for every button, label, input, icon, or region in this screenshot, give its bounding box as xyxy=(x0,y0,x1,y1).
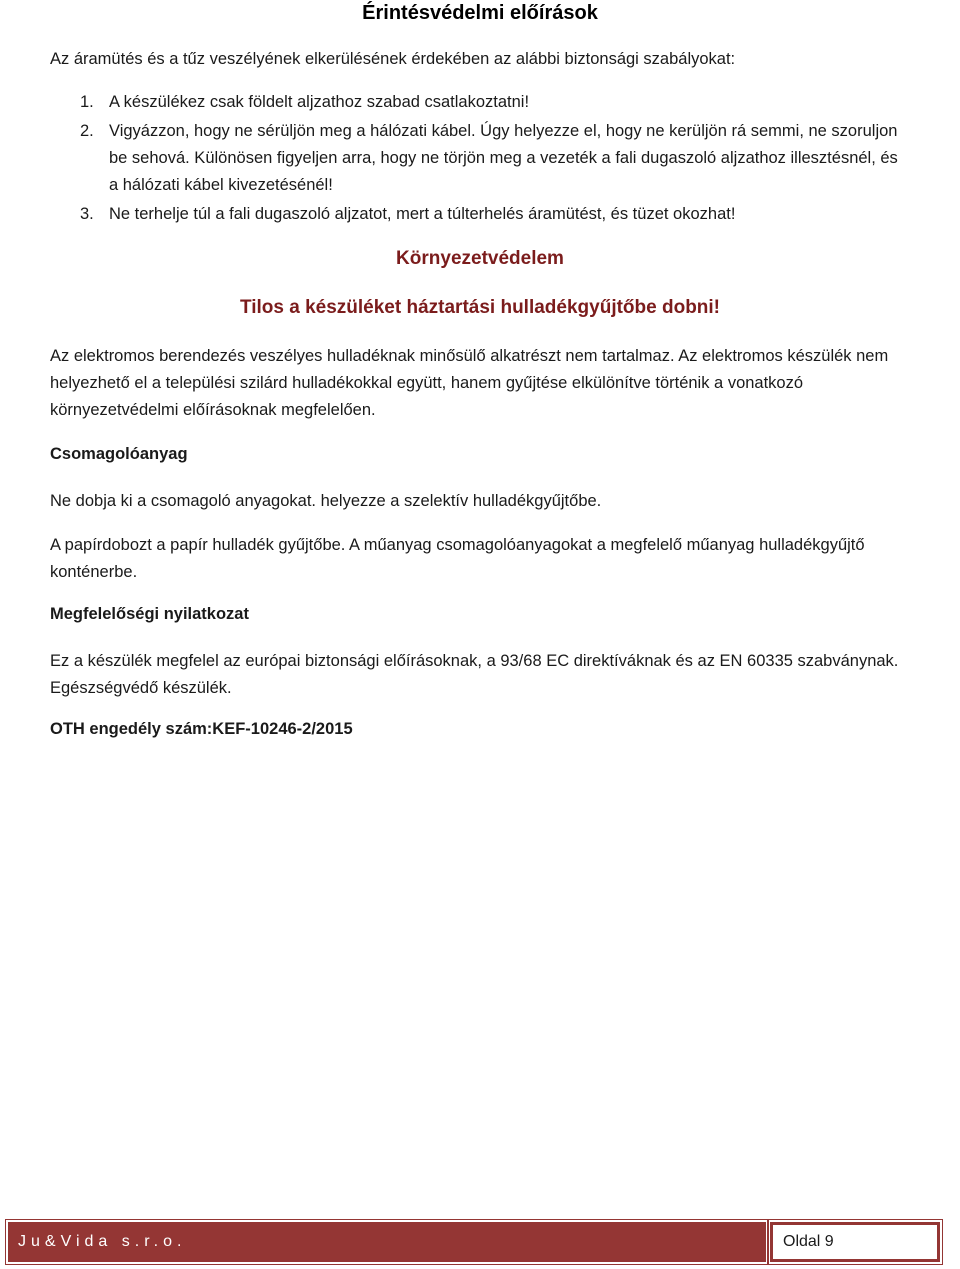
list-number: 3. xyxy=(80,205,94,223)
environment-heading: Környezetvédelem xyxy=(396,248,564,269)
footer-page-number: Oldal 9 xyxy=(770,1222,940,1262)
page-title: Érintésvédelmi előírások xyxy=(362,2,598,24)
packaging-heading: Csomagolóanyag xyxy=(50,445,188,463)
intro-text: Az áramütés és a tűz veszélyének elkerülésének érdekében az alábbi biztonsági szabályokat: xyxy=(50,50,736,68)
conformity-text: Ez a készülék megfelel az európai biztonsági előírásoknak, a 93/68 EC direktíváknak és az EN 60335 szabványnak. Egészségvédő készülék. xyxy=(50,652,899,697)
packaging-text-2: A papírdobozt a papír hulladék gyűjtőbe. A műanyag csomagolóanyagokat a megfelelő műanyag hulladékgyűjtő konténerbe. xyxy=(50,536,865,581)
footer-company: Ju&Vida s.r.o. xyxy=(8,1222,766,1262)
list-item-text: Ne terhelje túl a fali dugaszoló aljzatot, mert a túlterhelés áramütést, és tüzet okozhat! xyxy=(109,205,736,223)
disposal-warning: Tilos a készüléket háztartási hulladékgyűjtőbe dobni! xyxy=(239,297,721,318)
list-item xyxy=(80,201,900,228)
environment-text: Az elektromos berendezés veszélyes hulladéknak minősülő alkatrészt nem tartalmaz. Az elektromos készülék nem helyezhető el a települési szilárd hulladékokkal együtt, hanem gyűjtése elkülönítve történik a vonatkozó környezetvédelmi előírásoknak megfelelően. xyxy=(50,347,889,419)
conformity-heading: Megfelelőségi nyilatkozat xyxy=(50,605,249,623)
page-footer xyxy=(8,1222,958,1262)
list-item xyxy=(80,89,900,116)
list-number: 2. xyxy=(80,122,94,140)
list-item-text: A készülékez csak földelt aljzathoz szabad csatlakoztatni! xyxy=(109,93,530,111)
list-number: 1. xyxy=(80,93,94,111)
safety-rules-list xyxy=(80,89,900,228)
license-number: OTH engedély szám:KEF-10246-2/2015 xyxy=(50,720,353,738)
list-item xyxy=(80,118,900,199)
packaging-text-1: Ne dobja ki a csomagoló anyagokat. helyezze a szelektív hulladékgyűjtőbe. xyxy=(50,492,602,510)
list-item-text: Vigyázzon, hogy ne sérüljön meg a hálózati kábel. Úgy helyezze el, hogy ne kerüljön rá semmi, ne szoruljon be sehová. Különösen figyeljen arra, hogy ne törjön meg a vezeték a fali dugaszoló aljzathoz illesztésnél, és a hálózati kábel kivezetésénél! xyxy=(109,122,898,194)
